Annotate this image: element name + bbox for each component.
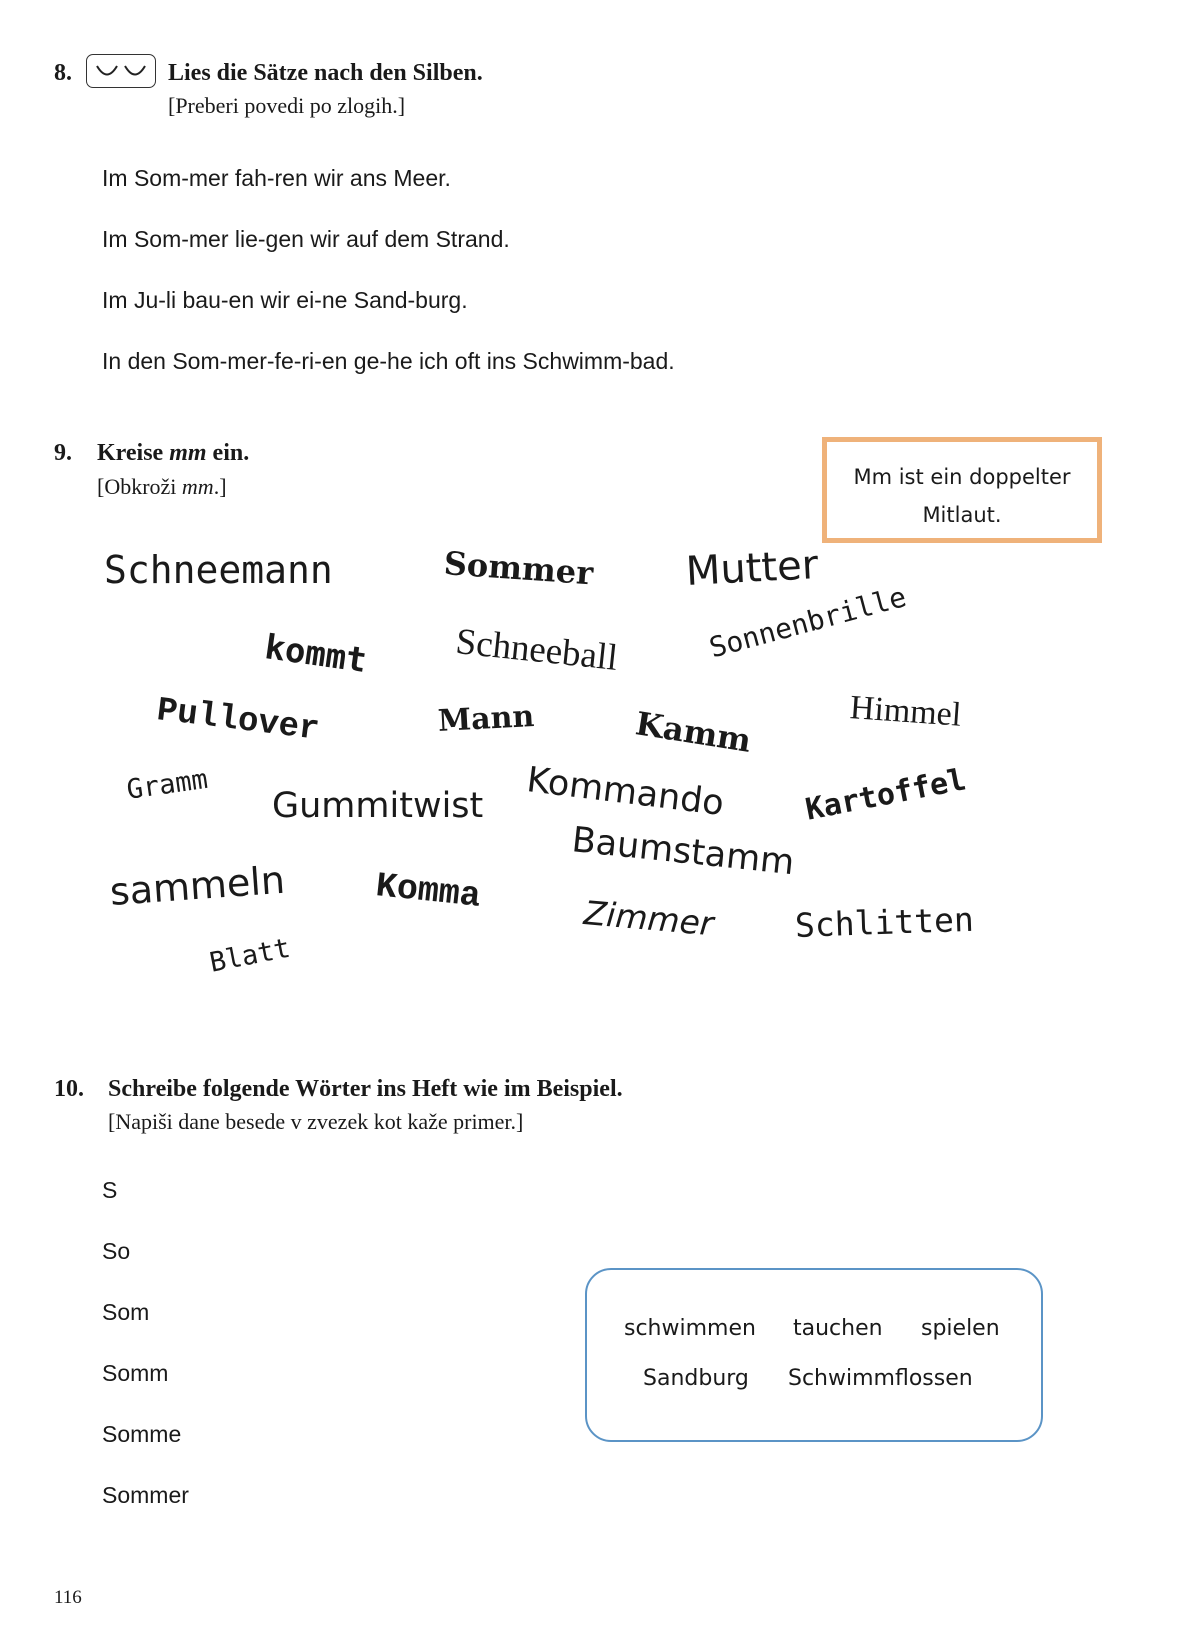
sentence-2: Im Som-mer lie-gen wir auf dem Strand.	[102, 226, 510, 252]
callout-line-1: Mm ist ein doppelter	[853, 465, 1071, 489]
word-mann[interactable]: Mann	[437, 698, 536, 739]
exercise-9-number: 9.	[54, 440, 72, 466]
word-sonnenbrille[interactable]: Sonnenbrille	[705, 580, 910, 665]
word-kommt[interactable]: kommt	[262, 627, 370, 682]
word-gramm[interactable]: Gramm	[124, 763, 210, 806]
word-bank-spielen: spielen	[921, 1316, 1000, 1341]
word-zimmer[interactable]: Zimmer	[582, 893, 716, 944]
example-step-5: Somme	[102, 1421, 182, 1447]
example-step-6: Sommer	[102, 1482, 189, 1508]
word-bank	[585, 1268, 1043, 1442]
word-bank-schwimmen: schwimmen	[624, 1316, 756, 1341]
exercise-8-title: Lies die Sätze nach den Silben.	[168, 60, 483, 86]
sentence-1: Im Som-mer fah-ren wir ans Meer.	[102, 165, 451, 191]
exercise-10-title: Schreibe folgende Wörter ins Heft wie im Beispiel.	[108, 1076, 623, 1102]
word-mutter[interactable]: Mutter	[684, 542, 820, 595]
word-bank-schwimmflossen: Schwimmflossen	[788, 1366, 973, 1391]
word-bank-tauchen: tauchen	[793, 1316, 883, 1341]
word-sommer[interactable]: Sommer	[442, 544, 595, 593]
example-step-3: Som	[102, 1299, 150, 1325]
exercise-9-subtitle: [Obkroži mm.]	[97, 474, 227, 499]
exercise-8-number: 8.	[54, 60, 72, 86]
word-komma[interactable]: Komma	[373, 866, 483, 917]
word-kartoffel[interactable]: Kartoffel	[802, 762, 969, 828]
word-gummitwist[interactable]: Gummitwist	[272, 786, 484, 826]
exercise-8-subtitle: [Preberi povedi po zlogih.]	[168, 93, 406, 118]
sentence-4: In den Som-mer-fe-ri-en ge-he ich oft ins Schwimm-bad.	[102, 348, 675, 374]
exercise-10-number: 10.	[54, 1076, 84, 1102]
exercise-10-subtitle: [Napiši dane besede v zvezek kot kaže primer.]	[108, 1109, 524, 1134]
word-sammeln[interactable]: sammeln	[108, 857, 287, 914]
example-step-1: S	[102, 1177, 118, 1203]
page-number: 116	[54, 1587, 82, 1608]
callout-line-2: Mitlaut.	[922, 503, 1002, 527]
word-himmel[interactable]: Himmel	[848, 689, 963, 734]
exercise-9-title: Kreise mm ein.	[97, 440, 250, 466]
word-pullover[interactable]: Pullover	[154, 692, 322, 750]
word-blatt[interactable]: Blatt	[207, 932, 293, 979]
info-callout	[822, 437, 1102, 543]
word-schneemann[interactable]: Schneemann	[104, 548, 333, 592]
sentence-3: Im Ju-li bau-en wir ei-ne Sand-burg.	[102, 287, 468, 313]
word-schlitten[interactable]: Schlitten	[794, 899, 975, 945]
word-bank-sandburg: Sandburg	[643, 1366, 749, 1391]
syllable-arcs-icon	[86, 54, 156, 88]
example-step-2: So	[102, 1238, 131, 1264]
word-kommando[interactable]: Kommando	[524, 760, 727, 824]
word-baumstamm[interactable]: Baumstamm	[569, 820, 797, 884]
word-kamm[interactable]: Kamm	[633, 704, 754, 760]
example-step-4: Somm	[102, 1360, 169, 1386]
word-schneeball[interactable]: Schneeball	[453, 621, 620, 679]
